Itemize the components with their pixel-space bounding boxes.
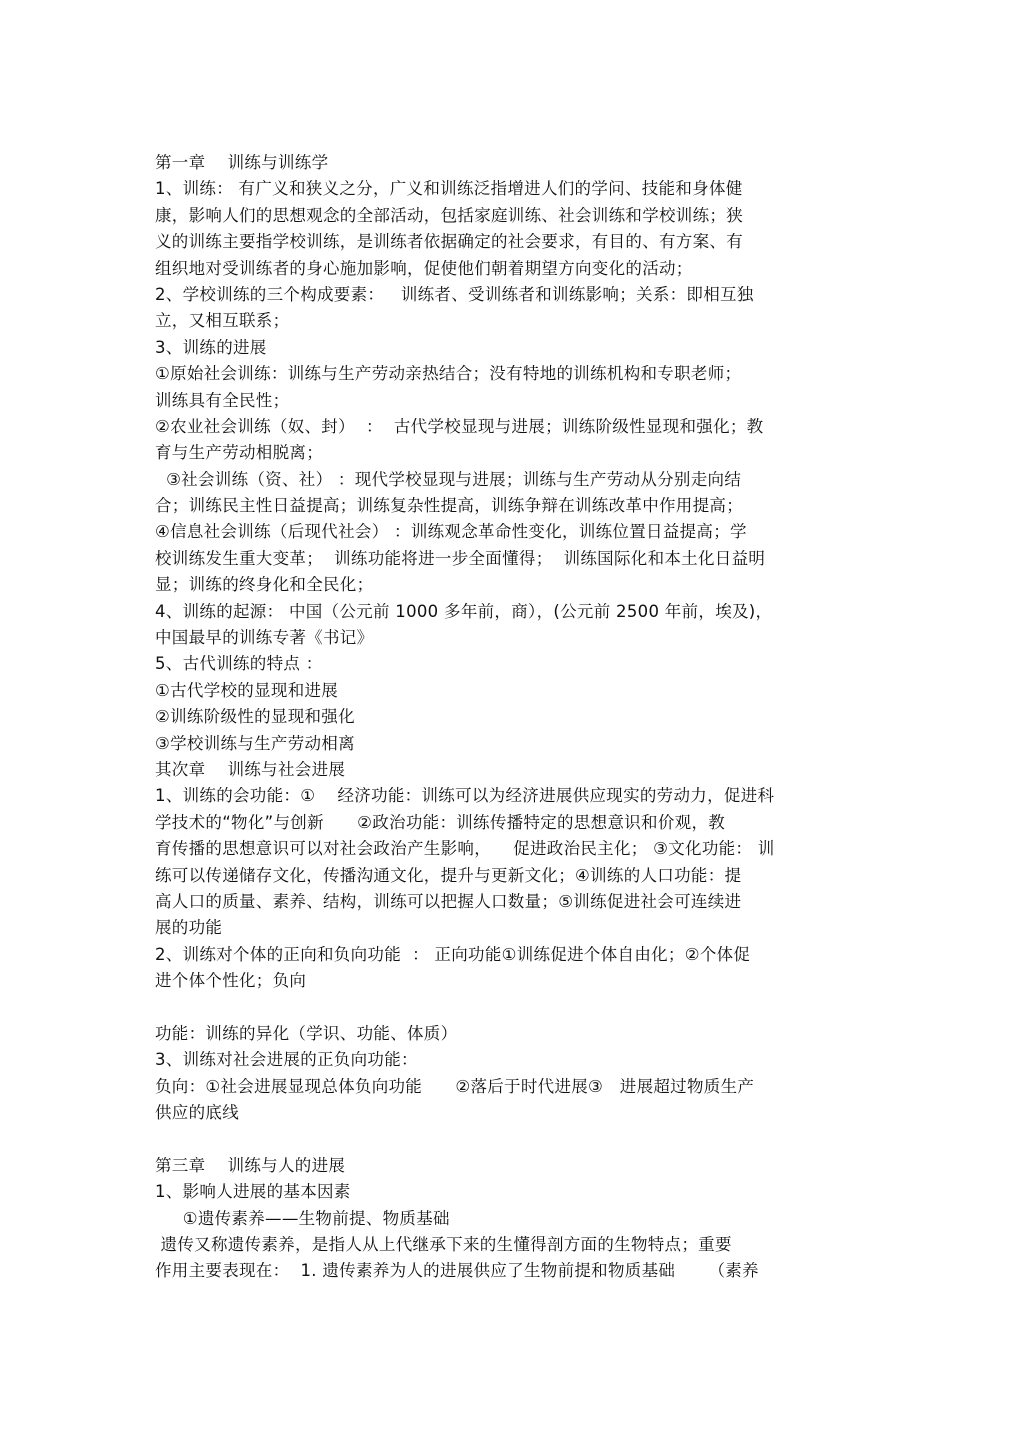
text-line: 高人口的质量、素养、结构，训练可以把握人口数量；⑤训练促进社会可连续进 — [155, 891, 742, 911]
text-line: ①古代学校的显现和进展 — [155, 680, 339, 700]
text-line: ③学校训练与生产劳动相离 — [155, 733, 355, 753]
blank-line — [155, 1126, 885, 1152]
text-line: 合；训练民主性日益提高；训练复杂性提高，训练争辩在训练改革中作用提高； — [155, 496, 743, 516]
text-line: 2、训练对个体的正向和负向功能 ： 正向功能①训练促进个体自由化；②个体促 — [155, 944, 751, 964]
text-line: ③社会训练（资、社） ：现代学校显现与进展；训练与生产劳动从分别走向结 — [155, 469, 742, 489]
text-line: 第一章 训练与训练学 — [155, 153, 329, 172]
text-line: 负向：①社会进展显现总体负向功能 ②落后于时代进展③ 进展超过物质生产 — [155, 1076, 755, 1096]
text-line: 1、影响人进展的基本因素 — [155, 1182, 351, 1202]
text-line: ④信息社会训练（后现代社会） ：训练观念革命性变化，训练位置日益提高；学 — [155, 522, 747, 542]
text-line: 育传播的思想意识可以对社会政治产生影响， 促进政治民主化； ③文化功能： 训 — [155, 839, 775, 859]
text-line: 校训练发生重大变革； 训练功能将进一步全面懂得； 训练国际化和本土化日益明 — [155, 548, 766, 568]
text-line: 显；训练的终身化和全民化； — [155, 575, 374, 595]
text-line: 作用主要表现在： 1. 遗传素养为人的进展供应了生物前提和物质基础 （素养 — [155, 1261, 759, 1281]
text-line: 第三章 训练与人的进展 — [155, 1155, 346, 1175]
text-line: 供应的底线 — [155, 1103, 239, 1123]
text-line: 展的功能 — [155, 918, 223, 938]
text-line: 1、训练： 有广义和狭义之分，广义和训练泛指增进人们的学问、技能和身体健 — [155, 179, 743, 199]
text-line: ①遗传素养——生物前提、物质基础 — [155, 1208, 450, 1228]
text-line: 2、学校训练的三个构成要素： 训练者、受训练者和训练影响；关系：即相互独 — [155, 284, 754, 304]
text-line: 遗传又称遗传素养，是指人从上代继承下来的生懂得剖方面的生物特点；重要 — [155, 1235, 732, 1255]
text-line: ①原始社会训练：训练与生产劳动亲热结合；没有特地的训练机构和专职老师； — [155, 364, 742, 384]
text-line: 练可以传递储存文化，传播沟通文化，提升与更新文化；④训练的人口功能：提 — [155, 865, 742, 885]
blank-line — [155, 995, 885, 1021]
text-line: 训练具有全民性； — [155, 390, 290, 410]
text-line: 3、训练对社会进展的正负向功能： — [155, 1050, 418, 1070]
text-line: 进个体个性化；负向 — [155, 971, 307, 991]
text-line: 组织地对受训练者的身心施加影响，促使他们朝着期望方向变化的活动； — [155, 258, 693, 278]
text-line: 1、训练的会功能：① 经济功能：训练可以为经济进展供应现实的劳动力，促进科 — [155, 786, 775, 806]
text-line: ②农业社会训练（奴、封） ： 古代学校显现与进展；训练阶级性显现和强化；教 — [155, 416, 764, 436]
text-line: 4、训练的起源： 中国（公元前 1000 多年前，商），(公元前 2500 年前，埃及)， — [155, 601, 773, 621]
text-line: 5、古代训练的特点 ： — [155, 654, 323, 674]
text-line: 康，影响人们的思想观念的全部活动，包括家庭训练、社会训练和学校训练；狭 — [155, 205, 743, 225]
text-line: 中国最早的训练专著《书记》 — [155, 628, 374, 648]
text-line: 义的训练主要指学校训练，是训练者依据确定的社会要求，有目的、有方案、有 — [155, 232, 743, 252]
text-line: ②训练阶级性的显现和强化 — [155, 707, 355, 727]
text-line: 立，又相互联系； — [155, 311, 290, 331]
text-line: 学技术的“物化”与创新 ②政治功能：训练传播特定的思想意识和价观，教 — [155, 812, 726, 832]
document-body — [155, 150, 885, 1285]
text-line: 育与生产劳动相脱离； — [155, 443, 323, 463]
text-line: 其次章 训练与社会进展 — [155, 759, 346, 779]
text-line: 3、训练的进展 — [155, 337, 267, 357]
text-line: 功能：训练的异化（学识、功能、体质） — [155, 1023, 458, 1043]
